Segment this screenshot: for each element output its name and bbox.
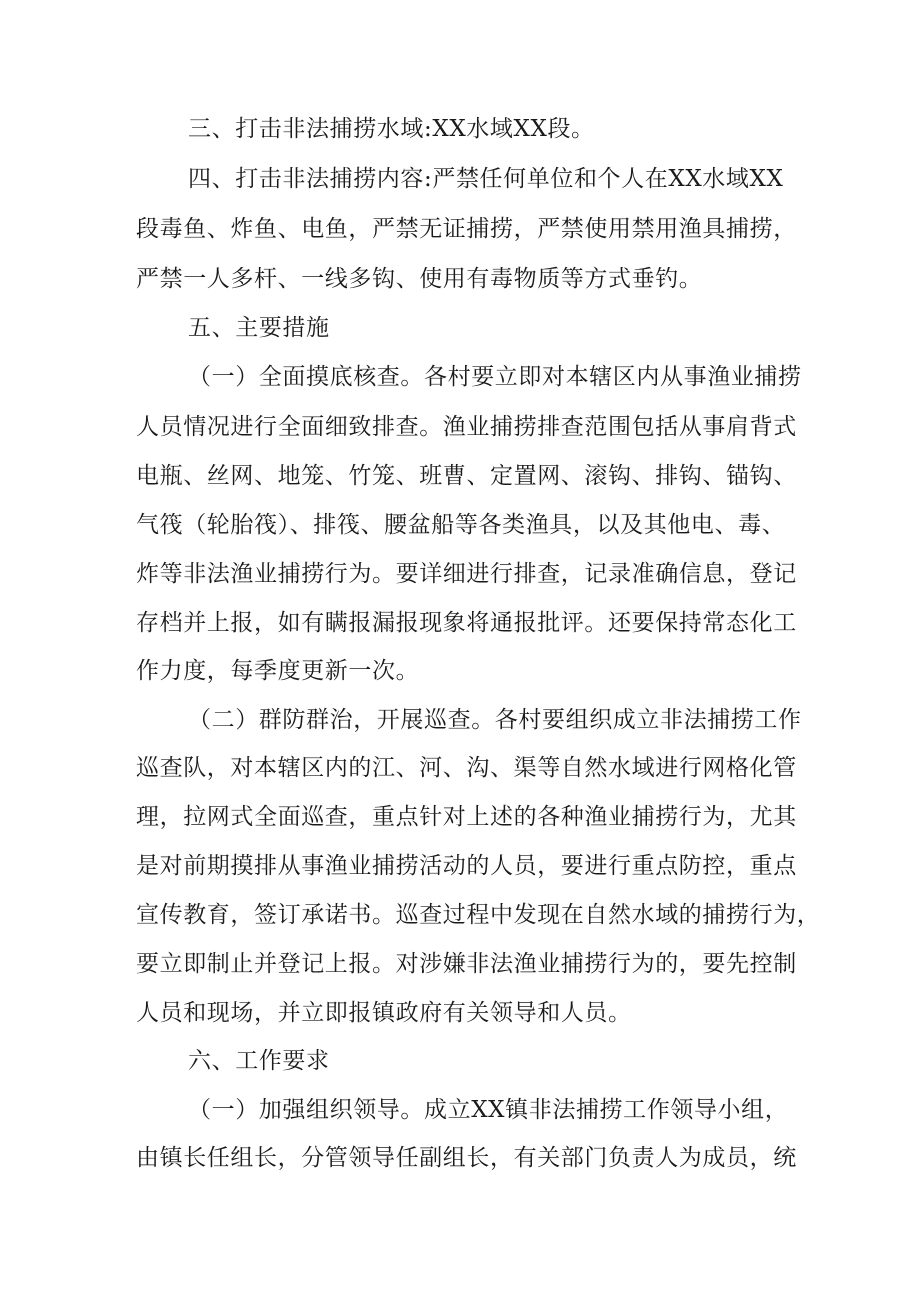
paragraph-5-2-line-4: 是对前期摸排从事渔业捕捞活动的人员，要进行重点防控，重点 [136,853,797,879]
paragraph-5-2-line-5: 宣传教育，签订承诺书。巡查过程中发现在自然水域的捕捞行为， [136,902,821,928]
paragraph-section-4-line-2: 段毒鱼、炸鱼、电鱼，严禁无证捕捞，严禁使用禁用渔具捕捞， [136,216,797,242]
paragraph-5-2-line-6: 要立即制止并登记上报。对涉嫌非法渔业捕捞行为的，要先控制 [136,951,797,977]
paragraph-5-1-line-6: 存档并上报，如有瞒报漏报现象将通报批评。还要保持常态化工 [136,610,797,636]
paragraph-5-2-line-3: 理，拉网式全面巡查，重点针对上述的各种渔业捕捞行为，尤其 [136,804,797,830]
heading-section-5: 五、主要措施 [188,315,330,341]
paragraph-5-1-line-7: 作力度，每季度更新一次。 [136,658,420,684]
paragraph-5-2-line-1: （二）群防群治，开展巡查。各村要组织成立非法捕捞工作 [188,707,802,733]
paragraph-5-1-line-4: 气筏（轮胎筏）、排筏、腰盆船等各类渔具，以及其他电、毒、 [136,512,786,538]
paragraph-section-4-line-1: 四、打击非法捕捞内容:严禁任何单位和个人在XX水域XX [188,166,784,192]
paragraph-5-2-line-2: 巡查队，对本辖区内的江、河、沟、渠等自然水域进行网格化管 [136,755,797,781]
heading-section-3: 三、打击非法捕捞水域:XX水域XX段。 [188,116,595,142]
paragraph-section-4-line-3: 严禁一人多杆、一线多钩、使用有毒物质等方式垂钓。 [136,266,703,292]
paragraph-5-1-line-5: 炸等非法渔业捕捞行为。要详细进行排查，记录准确信息，登记 [136,561,797,587]
heading-section-6: 六、工作要求 [188,1048,330,1074]
paragraph-5-2-line-7: 人员和现场，并立即报镇政府有关领导和人员。 [136,1000,632,1026]
paragraph-6-1-line-2: 由镇长任组长，分管领导任副组长，有关部门负责人为成员，统 [136,1145,797,1171]
paragraph-5-1-line-1: （一）全面摸底核查。各村要立即对本辖区内从事渔业捕捞 [188,364,802,390]
paragraph-5-1-line-3: 电瓶、丝网、地笼、竹笼、班曹、定置网、滚钩、排钩、锚钩、 [136,463,797,489]
paragraph-5-1-line-2: 人员情况进行全面细致排查。渔业捕捞排查范围包括从事肩背式 [136,414,797,440]
paragraph-6-1-line-1: （一）加强组织领导。成立XX镇非法捕捞工作领导小组， [188,1097,789,1123]
